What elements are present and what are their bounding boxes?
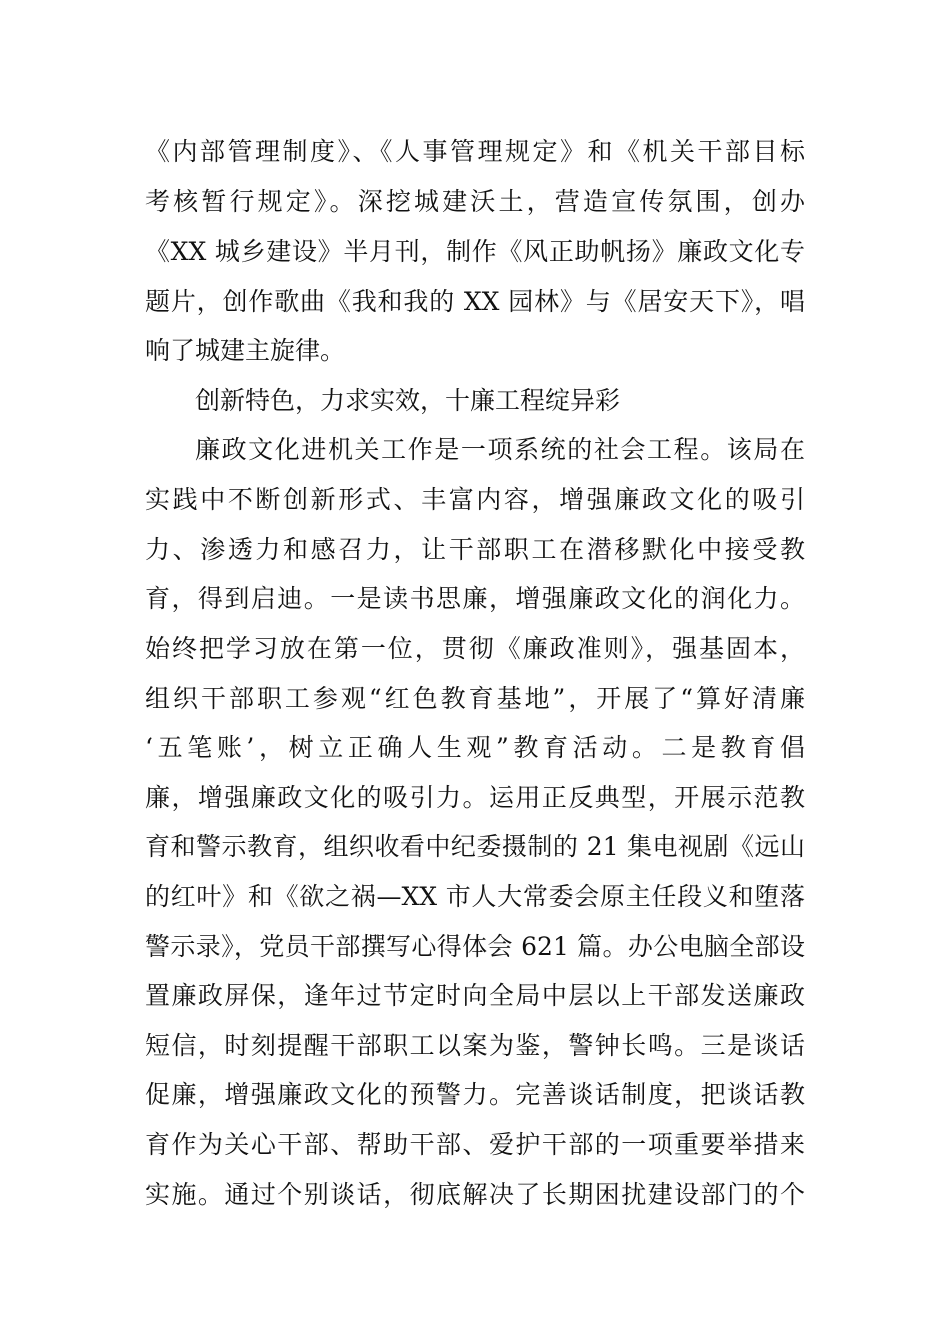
text-line-21: 育作为关心干部、帮助干部、爱护干部的一项重要举措来 xyxy=(145,1130,805,1159)
text-line-11: 始终把学习放在第一位，贯彻《廉政准则》，强基固本， xyxy=(145,634,805,663)
text-line-13: ‘五笔账’，树立正确人生观”教育活动。二是教育倡 xyxy=(145,733,805,762)
text-line-2: 考核暂行规定》。深挖城建沃土，营造宣传氛围，创办 xyxy=(145,187,805,216)
text-line-1: 《内部管理制度》、《人事管理规定》和《机关干部目标 xyxy=(145,137,805,166)
text-line-19: 短信，时刻提醒干部职工以案为鉴，警钟长鸣。三是谈话 xyxy=(145,1031,805,1060)
text-line-10: 育，得到启迪。一是读书思廉，增强廉政文化的润化力。 xyxy=(145,584,805,613)
text-line-7: 廉政文化进机关工作是一项系统的社会工程。该局在 xyxy=(195,435,805,464)
text-line-20: 促廉，增强廉政文化的预警力。完善谈话制度，把谈话教 xyxy=(145,1080,805,1109)
text-line-15: 育和警示教育，组织收看中纪委摄制的 21 集电视剧《远山 xyxy=(145,832,805,861)
text-line-17: 警示录》，党员干部撰写心得体会 621 篇。办公电脑全部设 xyxy=(145,932,805,961)
text-line-3: 《XX 城乡建设》半月刊，制作《风正助帆扬》廉政文化专 xyxy=(145,237,805,266)
section-heading: 创新特色，力求实效，十廉工程绽异彩 xyxy=(195,386,621,415)
text-line-12: 组织干部职工参观“红色教育基地”，开展了“算好清廉 xyxy=(145,684,805,713)
text-line-16: 的红叶》和《欲之祸—XX 市人大常委会原主任段义和堕落 xyxy=(145,882,805,911)
text-line-8: 实践中不断创新形式、丰富内容，增强廉政文化的吸引 xyxy=(145,485,805,514)
text-line-14: 廉，增强廉政文化的吸引力。运用正反典型，开展示范教 xyxy=(145,783,805,812)
text-line-4: 题片，创作歌曲《我和我的 XX 园林》与《居安天下》，唱 xyxy=(145,287,805,316)
text-line-18: 置廉政屏保，逢年过节定时向全局中层以上干部发送廉政 xyxy=(145,981,805,1010)
text-line-5: 响了城建主旋律。 xyxy=(145,336,346,365)
text-line-22: 实施。通过个别谈话，彻底解决了长期困扰建设部门的个 xyxy=(145,1180,805,1209)
text-line-9: 力、渗透力和感召力，让干部职工在潜移默化中接受教 xyxy=(145,535,805,564)
